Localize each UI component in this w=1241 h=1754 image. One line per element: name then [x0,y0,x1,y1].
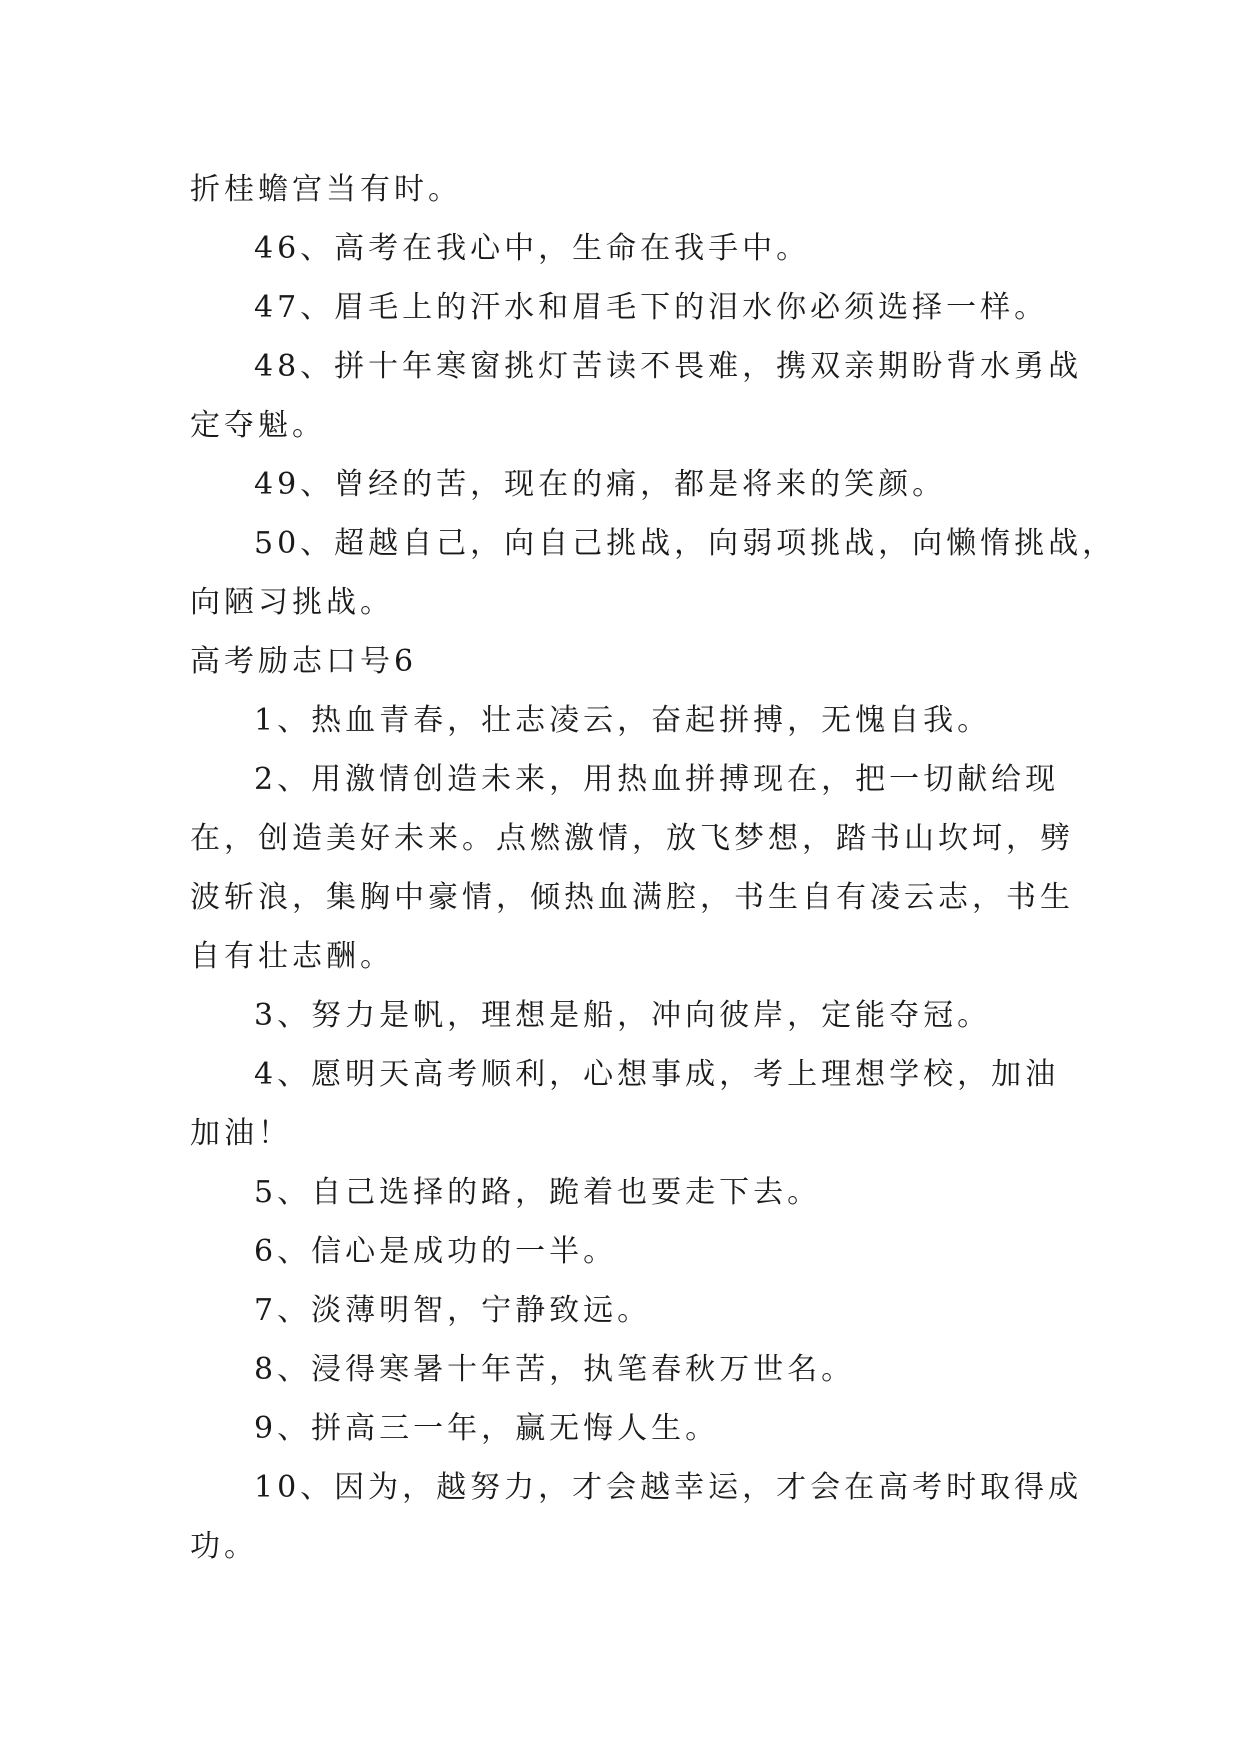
list-item-6: 6、信心是成功的一半。 [254,1234,618,1269]
list-item-2-continuation: 在，创造美好未来。点燃激情，放飞梦想，踏书山坎坷，劈 [190,821,1074,856]
list-item-1: 1、热血青春，壮志凌云，奋起拼搏，无愧自我。 [254,703,992,738]
list-item-4-continuation: 加油！ [190,1116,292,1151]
list-item-47: 47、眉毛上的汗水和眉毛下的泪水你必须选择一样。 [254,290,1049,325]
list-item-3: 3、努力是帆，理想是船，冲向彼岸，定能夺冠。 [254,998,992,1033]
list-item-5: 5、自己选择的路，跪着也要走下去。 [254,1175,822,1210]
list-item-48: 48、拼十年寒窗挑灯苦读不畏难，携双亲期盼背水勇战 [254,349,1083,384]
document-page [190,160,1117,1576]
text-line: 折桂蟾宫当有时。 [190,172,462,207]
list-item-4: 4、愿明天高考顺利，心想事成，考上理想学校，加油 [254,1057,1060,1092]
list-item-10-continuation: 功。 [190,1529,258,1564]
list-item-7: 7、淡薄明智，宁静致远。 [254,1293,652,1328]
list-item-49: 49、曾经的苦，现在的痛，都是将来的笑颜。 [254,467,947,502]
list-item-2-continuation: 自有壮志酬。 [190,939,394,974]
list-item-8: 8、浸得寒暑十年苦，执笔春秋万世名。 [254,1352,856,1387]
section-heading: 高考励志口号6 [190,644,418,679]
list-item-2: 2、用激情创造未来，用热血拼搏现在，把一切献给现 [254,762,1060,797]
list-item-9: 9、拼高三一年，赢无悔人生。 [254,1411,720,1446]
list-item-50-continuation: 向陋习挑战。 [190,585,394,620]
list-item-10: 10、因为，越努力，才会越幸运，才会在高考时取得成 [254,1470,1083,1505]
list-item-50: 50、超越自己，向自己挑战，向弱项挑战，向懒惰挑战， [254,526,1117,561]
list-item-2-continuation: 波斩浪，集胸中豪情，倾热血满腔，书生自有凌云志，书生 [190,880,1074,915]
list-item-46: 46、高考在我心中，生命在我手中。 [254,231,811,266]
list-item-48-continuation: 定夺魁。 [190,408,326,443]
